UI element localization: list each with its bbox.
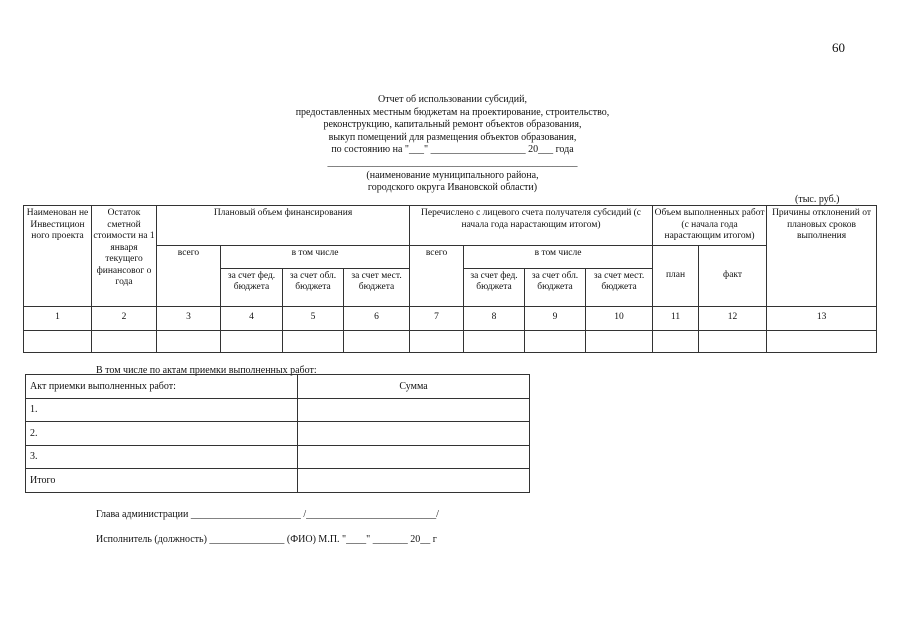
title-line: предоставленных местным бюджетам на проектирование, строительство, <box>295 106 610 118</box>
title-line: Отчет об использовании субсидий, <box>378 94 527 105</box>
title-line: __________________________________________________ <box>327 156 578 168</box>
data-cell <box>699 330 767 352</box>
column-number: 9 <box>525 306 586 330</box>
header-plan-obl: за счет обл. бюджета <box>283 268 344 306</box>
column-number: 4 <box>221 306 283 330</box>
column-number: 1 <box>24 306 92 330</box>
acts-row-sum <box>298 398 530 422</box>
column-number: 10 <box>586 306 653 330</box>
header-plan: план <box>653 245 699 306</box>
report-title <box>0 94 905 195</box>
header-balance: Остаток сметной стоимости на 1 января текущего финансовог о года <box>92 206 157 307</box>
acts-header-sum: Сумма <box>298 375 530 399</box>
header-plan-fed: за счет фед. бюджета <box>221 268 283 306</box>
title-line: выкуп помещений для размещения объектов образования, <box>328 131 577 143</box>
unit-label: (тыс. руб.) <box>795 194 840 205</box>
data-cell <box>586 330 653 352</box>
acts-row-label: 3. <box>26 445 298 469</box>
data-cell <box>525 330 586 352</box>
acts-header-act: Акт приемки выполненных работ: <box>26 375 298 399</box>
column-number: 13 <box>767 306 877 330</box>
data-cell <box>221 330 283 352</box>
title-line: по состоянию на "___" ___________________ 20___ года <box>331 144 574 156</box>
data-cell <box>24 330 92 352</box>
header-transfer-fed: за счет фед. бюджета <box>464 268 525 306</box>
header-transfer-obl: за счет обл. бюджета <box>525 268 586 306</box>
column-number: 11 <box>653 306 699 330</box>
signature-head: Глава администрации ______________________ /__________________________/ <box>96 509 439 520</box>
acts-row-label: Итого <box>26 469 298 493</box>
header-project-name: Наименован не Инвестицион ного проекта <box>24 206 92 307</box>
subsidy-report-table <box>23 205 877 353</box>
acts-row-label: 2. <box>26 422 298 446</box>
column-number: 7 <box>410 306 464 330</box>
column-number: 12 <box>699 306 767 330</box>
header-plan-mest: за счет мест. бюджета <box>344 268 410 306</box>
header-transfer-mest: за счет мест. бюджета <box>586 268 653 306</box>
data-cell <box>92 330 157 352</box>
header-transfer-total: всего <box>410 245 464 306</box>
header-transfer-including: в том числе <box>464 245 653 268</box>
column-number: 5 <box>283 306 344 330</box>
column-number: 8 <box>464 306 525 330</box>
data-cell <box>283 330 344 352</box>
title-line: реконструкцию, капитальный ремонт объектов образования, <box>323 119 582 131</box>
page-number: 60 <box>832 40 845 55</box>
header-plan-including: в том числе <box>221 245 410 268</box>
data-cell <box>344 330 410 352</box>
title-line: (наименование муниципального района, <box>366 169 539 181</box>
signature-executor: Исполнитель (должность) _______________ (ФИО) М.П. "____" _______ 20__ г <box>96 534 437 545</box>
header-plan-total: всего <box>157 245 221 306</box>
data-cell <box>410 330 464 352</box>
acts-table <box>25 374 530 493</box>
header-transferred: Перечислено с лицевого счета получателя субсидий (с начала года нарастающим итогом) <box>410 206 653 246</box>
column-number: 3 <box>157 306 221 330</box>
column-number: 6 <box>344 306 410 330</box>
column-number: 2 <box>92 306 157 330</box>
acts-row-label: 1. <box>26 398 298 422</box>
acts-row-sum <box>298 469 530 493</box>
header-work-volume: Объем выполненных работ (с начала года нарастающим итогом) <box>653 206 767 246</box>
data-cell <box>157 330 221 352</box>
data-cell <box>767 330 877 352</box>
header-deviation-reasons: Причины отклонений от плановых сроков выполнения <box>767 206 877 307</box>
title-line: городского округа Ивановской области) <box>367 182 538 194</box>
header-fact: факт <box>699 245 767 306</box>
acts-caption: В том числе по актам приемки выполненных работ: <box>96 365 317 376</box>
acts-row-sum <box>298 422 530 446</box>
data-cell <box>653 330 699 352</box>
acts-row-sum <box>298 445 530 469</box>
data-cell <box>464 330 525 352</box>
header-planned-financing: Плановый объем финансирования <box>157 206 410 246</box>
